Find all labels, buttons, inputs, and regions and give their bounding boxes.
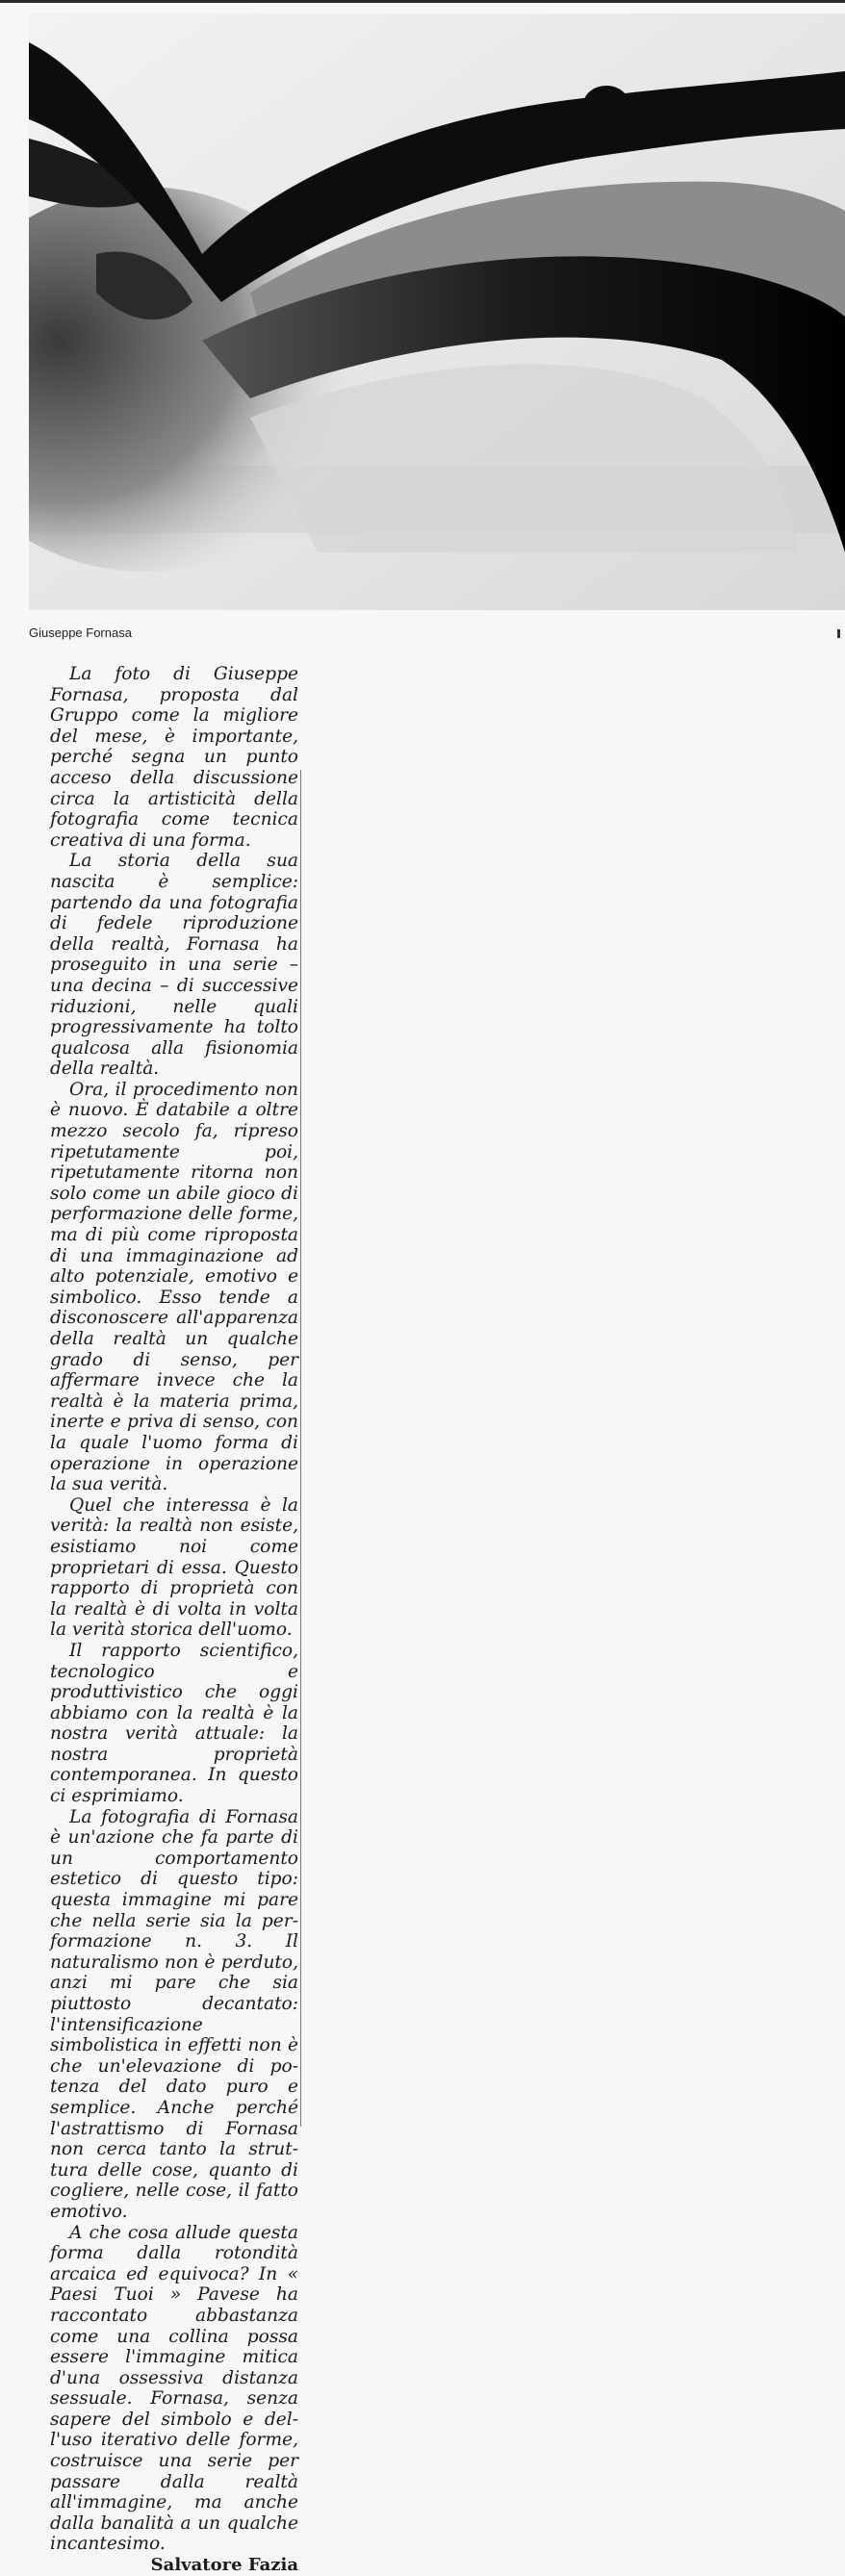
edge-mark	[837, 629, 840, 638]
article-paragraph: Il rapporto scientifico, tecnologico e produttivistico che oggi abbiamo con la realtà è la nostra verità attuale: la nostra proprietà contemporanea. In questo ci esprimiamo.	[50, 1640, 298, 1807]
abstract-photograph-icon	[29, 13, 845, 610]
photograph	[29, 13, 845, 610]
top-rule	[0, 0, 845, 3]
article-paragraph: La foto di Giuseppe Fornasa, proposta dal Gruppo come la migliore del mese, è importante, perché segna un punto acceso della discussione circa la artisticità della fotografia come tecnica creativa di una forma.	[50, 664, 298, 851]
photo-caption: Giuseppe Fornasa	[29, 625, 132, 640]
article-paragraph: A che cosa allude questa forma dalla rotondità arcaica ed equivoca? In « Paesi Tuoi » Pavese ha raccontato abbastanza come una collina possa essere l'immagine mitica d'una ossessiva distanza sessuale. Fornasa, senza sapere del simbolo e dell'uso iterativo delle forme, costruisce una serie per passare dalla realtà all'immagine, ma anche dalla banalità a un qualche incantesimo.	[50, 2222, 298, 2555]
article-paragraph: Ora, il procedimento non è nuovo. È databile a oltre mezzo secolo fa, ripreso ripetutamente poi, ripetutamente ritorna non solo come un abile gioco di performazione delle forme, ma di più come riproposta di una immaginazione ad alto potenziale, emotivo e simbolico. Esso tende a disconoscere all'apparenza della realtà un qualche grado di senso, per affermare invece che la realtà è la materia prima, inerte e priva di senso, con la quale l'uomo forma di operazione in operazione la sua verità.	[50, 1079, 298, 1495]
author-signature: Salvatore Fazia	[150, 2555, 298, 2576]
article-paragraph: La fotografia di Fornasa è un'azione che fa parte di un comportamento estetico di questo tipo: questa immagine mi pare che nella serie sia la performazione n. 3. Il naturalismo non è perduto, anzi mi pare che sia piuttosto decantato: l'intensificazione simbolistica in effetti non è che un'elevazione di potenza del dato puro e semplice. Anche perché l'astrattismo di Fornasa non cerca tanto la struttura delle cose, quanto di cogliere, nelle cose, il fatto emotivo.	[50, 1806, 298, 2222]
article-paragraph: Quel che interessa è la verità: la realtà non esiste, esistiamo noi come proprietari di essa. Questo rapporto di proprietà con la realtà è di volta in volta la verità storica dell'uomo.	[50, 1494, 298, 1641]
article-body	[50, 664, 298, 2576]
article-paragraph: La storia della sua nascita è semplice: partendo da una fotografia di fedele riproduzione della realtà, Fornasa ha proseguito in una serie – una decina – di successive riduzioni, nelle quali progressivamente ha tolto qualcosa alla fisionomia della realtà.	[50, 851, 298, 1080]
column-rule	[300, 770, 301, 2127]
